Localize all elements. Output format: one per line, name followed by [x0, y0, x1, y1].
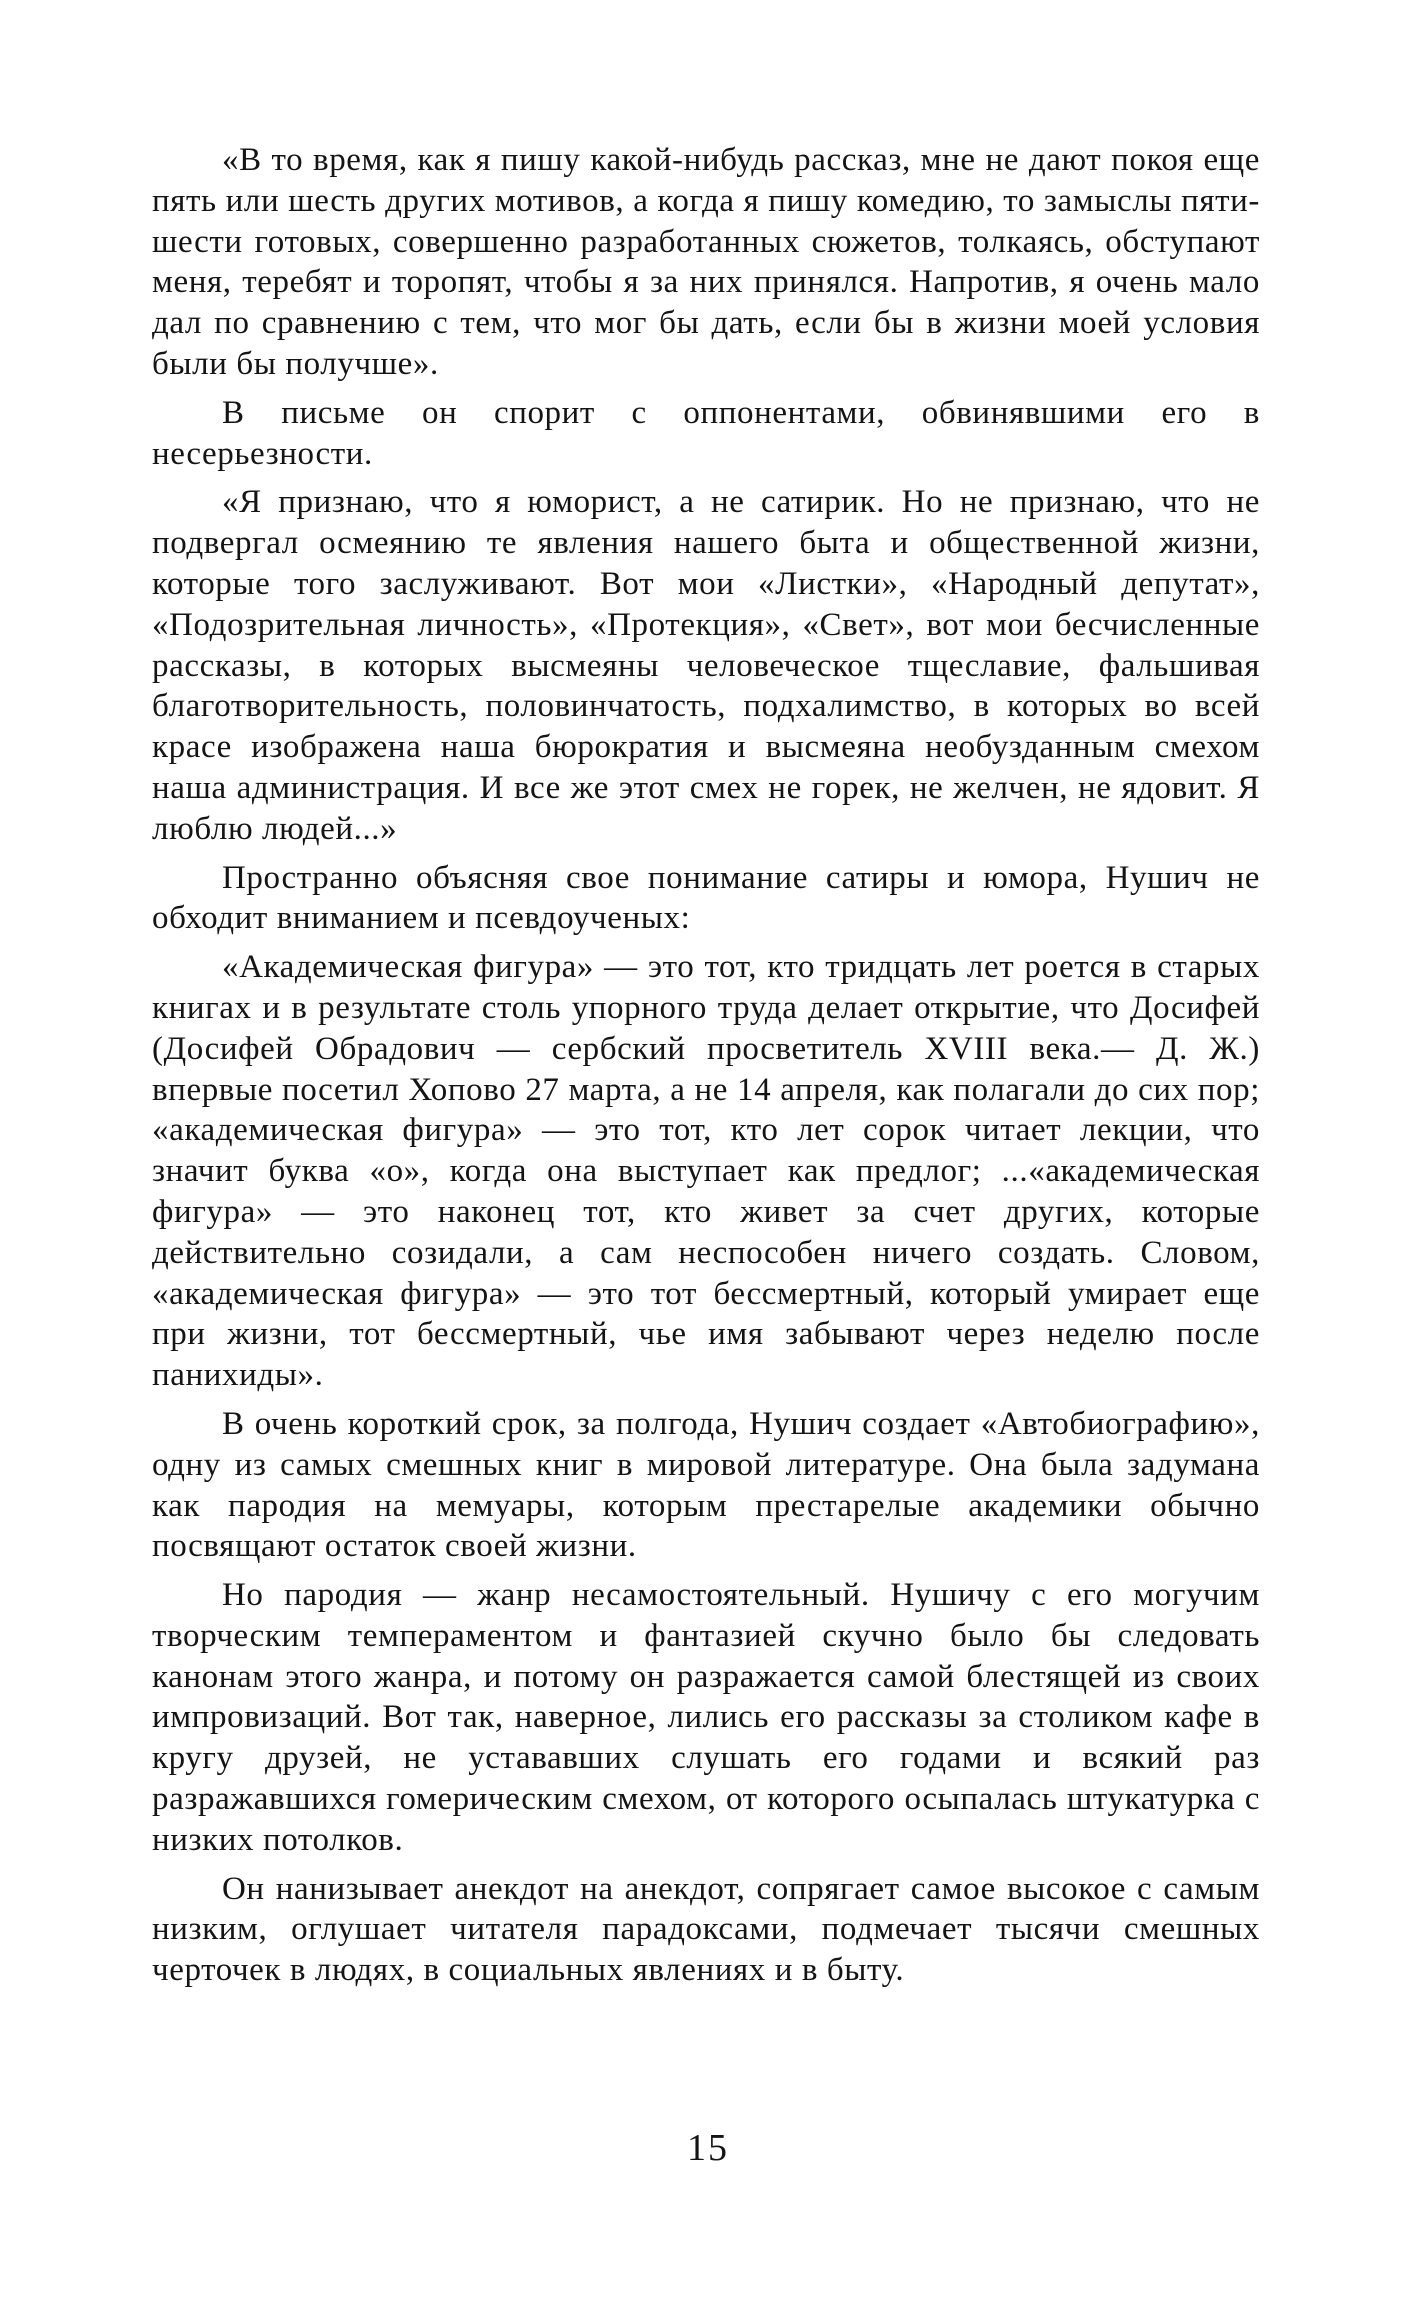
paragraph-2: В письме он спорит с оппонентами, обвинявшими его в несерьезности.	[152, 394, 1260, 472]
paragraph-4: Пространно объясняя свое понимание сатиры и юмора, Нушич не обходит вниманием и псевдоученых:	[152, 859, 1260, 937]
page-number: 15	[687, 2127, 729, 2169]
paragraph-6: В очень короткий срок, за полгода, Нушич создает «Автобиографию», одну из самых смешных книг в мировой литературе. Она была задумана как пародия на мемуары, которым престарелые академики обычно посвящают остаток своей жизни.	[152, 1405, 1260, 1565]
paragraph-8: Он нанизывает анекдот на анекдот, сопрягает самое высокое с самым низким, оглушает читателя парадоксами, подмечает тысячи смешных черточек в людях, в социальных явлениях и в быту.	[152, 1870, 1260, 1989]
paragraph-3: «Я признаю, что я юморист, а не сатирик. Но не признаю, что не подвергал осмеянию те явления нашего быта и общественной жизни, которые того заслуживают. Вот мои «Листки», «Народный депутат», «Подозрительная личность», «Протекция», «Свет», вот мои бесчисленные рассказы, в которых высмеяны человеческое тщеславие, фальшивая благотворительность, половинчатость, подхалимство, в которых во всей красе изображена наша бюрократия и высмеяна необузданным смехом наша администрация. И все же этот смех не горек, не желчен, не ядовит. Я люблю людей...»	[152, 484, 1260, 847]
page-body	[152, 140, 1260, 1999]
paragraph-1: «В то время, как я пишу какой-нибудь рассказ, мне не дают покоя еще пять или шесть других мотивов, а когда я пишу комедию, то замыслы пяти-шести готовых, совершенно разработанных сюжетов, толкаясь, обступают меня, теребят и торопят, чтобы я за них принялся. Напротив, я очень мало дал по сравнению с тем, что мог бы дать, если бы в жизни моей условия были бы получше».	[152, 142, 1260, 382]
paragraph-5: «Академическая фигура» — это тот, кто тридцать лет роется в старых книгах и в результате столь упорного труда делает открытие, что Досифей (Досифей Обрадович — сербский просветитель XVIII века.— Д. Ж.) впервые посетил Хопово 27 марта, а не 14 апреля, как полагали до сих пор; «академическая фигура» — это тот, кто лет сорок читает лекции, что значит буква «о», когда она выступает как предлог; ...«академическая фигура» — это наконец тот, кто живет за счет других, которые действительно созидали, а сам неспособен ничего создать. Словом, «академическая фигура» — это тот бессмертный, который умирает еще при жизни, тот бессмертный, чье имя забывают через неделю после панихиды».	[152, 949, 1260, 1394]
paragraph-7: Но пародия — жанр несамостоятельный. Нушичу с его могучим творческим темпераментом и фантазией скучно было бы следовать канонам этого жанра, и потому он разражается самой блестящей из своих импровизаций. Вот так, наверное, лились его рассказы за столиком кафе в кругу друзей, не устававших слушать его годами и всякий раз разражавшихся гомерическим смехом, от которого осыпалась штукатурка с низких потолков.	[152, 1577, 1260, 1858]
